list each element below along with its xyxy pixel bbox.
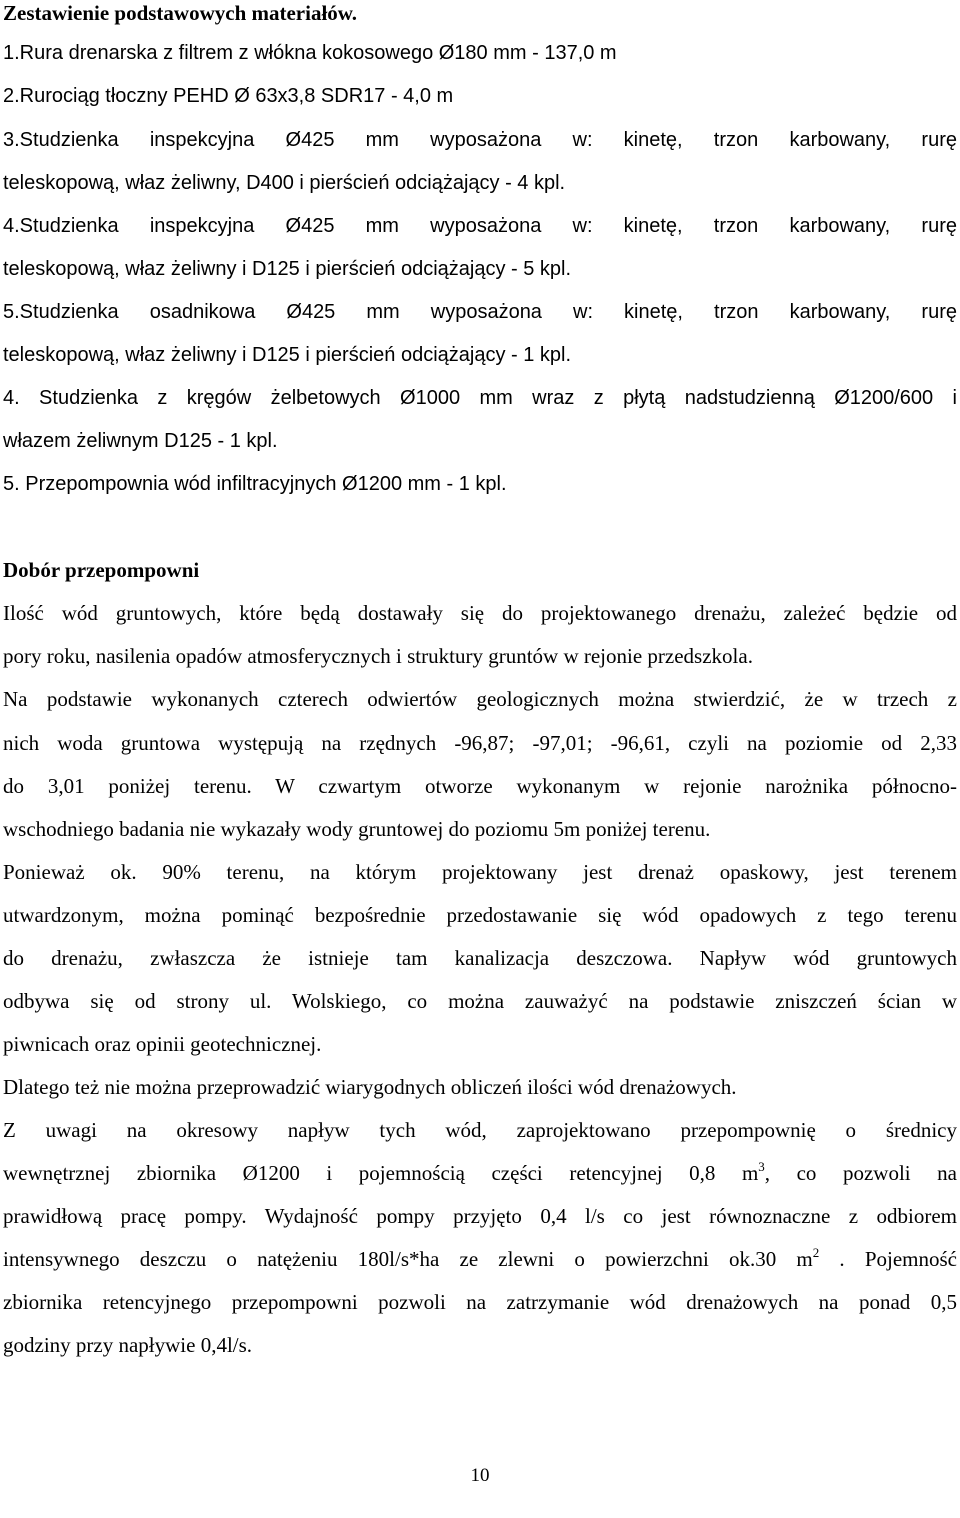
material-item-2: 2.Rurociąg tłoczny PEHD Ø 63x3,8 SDR17 - 4,0 m bbox=[3, 85, 454, 107]
pump-line-7: Ponieważ ok. 90% terenu, na którym projektowany jest drenaż opaskowy, jest terenem bbox=[3, 860, 957, 884]
material-item-4: 4.Studzienka inspekcyjna Ø425 mm wyposażona w: kinetę, trzon karbowany, rurę bbox=[3, 215, 957, 237]
volume-text: wewnętrznej zbiornika Ø1200 i pojemnością części retencyjnej 0,8 m bbox=[3, 1161, 759, 1185]
volume-exponent: 3 bbox=[758, 1159, 765, 1174]
pump-line-13: Z uwagi na okresowy napływ tych wód, zaprojektowano przepompownię o średnicy bbox=[3, 1118, 957, 1142]
pump-line-8: utwardzonym, można pominąć bezpośrednie przedostawanie się wód opadowych z tego terenu bbox=[3, 903, 957, 927]
material-item-5-cont: teleskopową, właz żeliwny i D125 i pierścień odciążający - 1 kpl. bbox=[3, 344, 572, 366]
pump-line-6: wschodniego badania nie wykazały wody gruntowej do poziomu 5m poniżej terenu. bbox=[3, 817, 711, 841]
pump-line-3: Na podstawie wykonanych czterech odwiertów geologicznych można stwierdzić, że w trzech z bbox=[3, 687, 957, 711]
pump-line-retention: zbiornika retencyjnego przepompowni pozwoli na zatrzymanie wód drenażowych na ponad 0,5 bbox=[3, 1290, 957, 1314]
volume-text-end: , co pozwoli na bbox=[764, 1161, 958, 1185]
material-item-6: 4. Studzienka z kręgów żelbetowych Ø1000 mm wraz z płytą nadstudzienną Ø1200/600 i bbox=[3, 387, 957, 409]
material-item-4-cont: teleskopową, właz żeliwny i D125 i pierścień odciążający - 5 kpl. bbox=[3, 258, 572, 280]
pump-line-4: nich woda gruntowa występują na rzędnych -96,87; -97,01; -96,61, czyli na poziomie od 2,33 bbox=[3, 731, 957, 755]
pump-line-capacity: prawidłową pracę pompy. Wydajność pompy przyjęto 0,4 l/s co jest równoznaczne z odbiorem bbox=[3, 1204, 957, 1228]
material-item-3: 3.Studzienka inspekcyjna Ø425 mm wyposażona w: kinetę, trzon karbowany, rurę bbox=[3, 129, 957, 151]
pump-line-last: godziny przy napływie 0,4l/s. bbox=[3, 1333, 253, 1357]
material-item-1: 1.Rura drenarska z filtrem z włókna kokosowego Ø180 mm - 137,0 m bbox=[3, 42, 617, 64]
pump-line-10: odbywa się od strony ul. Wolskiego, co można zauważyć na podstawie zniszczeń ścian w bbox=[3, 989, 957, 1013]
pump-line-11: piwnicach oraz opinii geotechnicznej. bbox=[3, 1032, 322, 1056]
pump-line-1: Ilość wód gruntowych, które będą dostawały się do projektowanego drenażu, zależeć będzie od bbox=[3, 601, 957, 625]
pump-line-area bbox=[3, 1246, 957, 1272]
pump-heading: Dobór przepompowni bbox=[3, 558, 200, 582]
material-item-7: 5. Przepompownia wód infiltracyjnych Ø1200 mm - 1 kpl. bbox=[3, 473, 507, 495]
area-text: intensywnego deszczu o natężeniu 180l/s*ha ze zlewni o powierzchni ok.30 m bbox=[3, 1247, 813, 1271]
material-item-6-cont: włazem żeliwnym D125 - 1 kpl. bbox=[3, 430, 278, 452]
material-item-5: 5.Studzienka osadnikowa Ø425 mm wyposażona w: kinetę, trzon karbowany, rurę bbox=[3, 301, 957, 323]
materials-heading: Zestawienie podstawowych materiałów. bbox=[3, 1, 358, 25]
material-item-3-cont: teleskopową, właz żeliwny, D400 i pierścień odciążający - 4 kpl. bbox=[3, 172, 566, 194]
pump-line-9: do drenażu, zwłaszcza że istnieje tam kanalizacja deszczowa. Napływ wód gruntowych bbox=[3, 946, 957, 970]
pump-line-2: pory roku, nasilenia opadów atmosferycznych i struktury gruntów w rejonie przedszkola. bbox=[3, 644, 753, 668]
pump-line-12: Dlatego też nie można przeprowadzić wiarygodnych obliczeń ilości wód drenażowych. bbox=[3, 1075, 737, 1099]
pump-line-5: do 3,01 poniżej terenu. W czwartym otworze wykonanym w rejonie narożnika północno- bbox=[3, 774, 957, 798]
page-number: 10 bbox=[470, 1465, 490, 1486]
area-exponent: 2 bbox=[812, 1245, 820, 1260]
pump-line-volume bbox=[3, 1160, 957, 1186]
area-text-end: . Pojemność bbox=[819, 1247, 957, 1271]
